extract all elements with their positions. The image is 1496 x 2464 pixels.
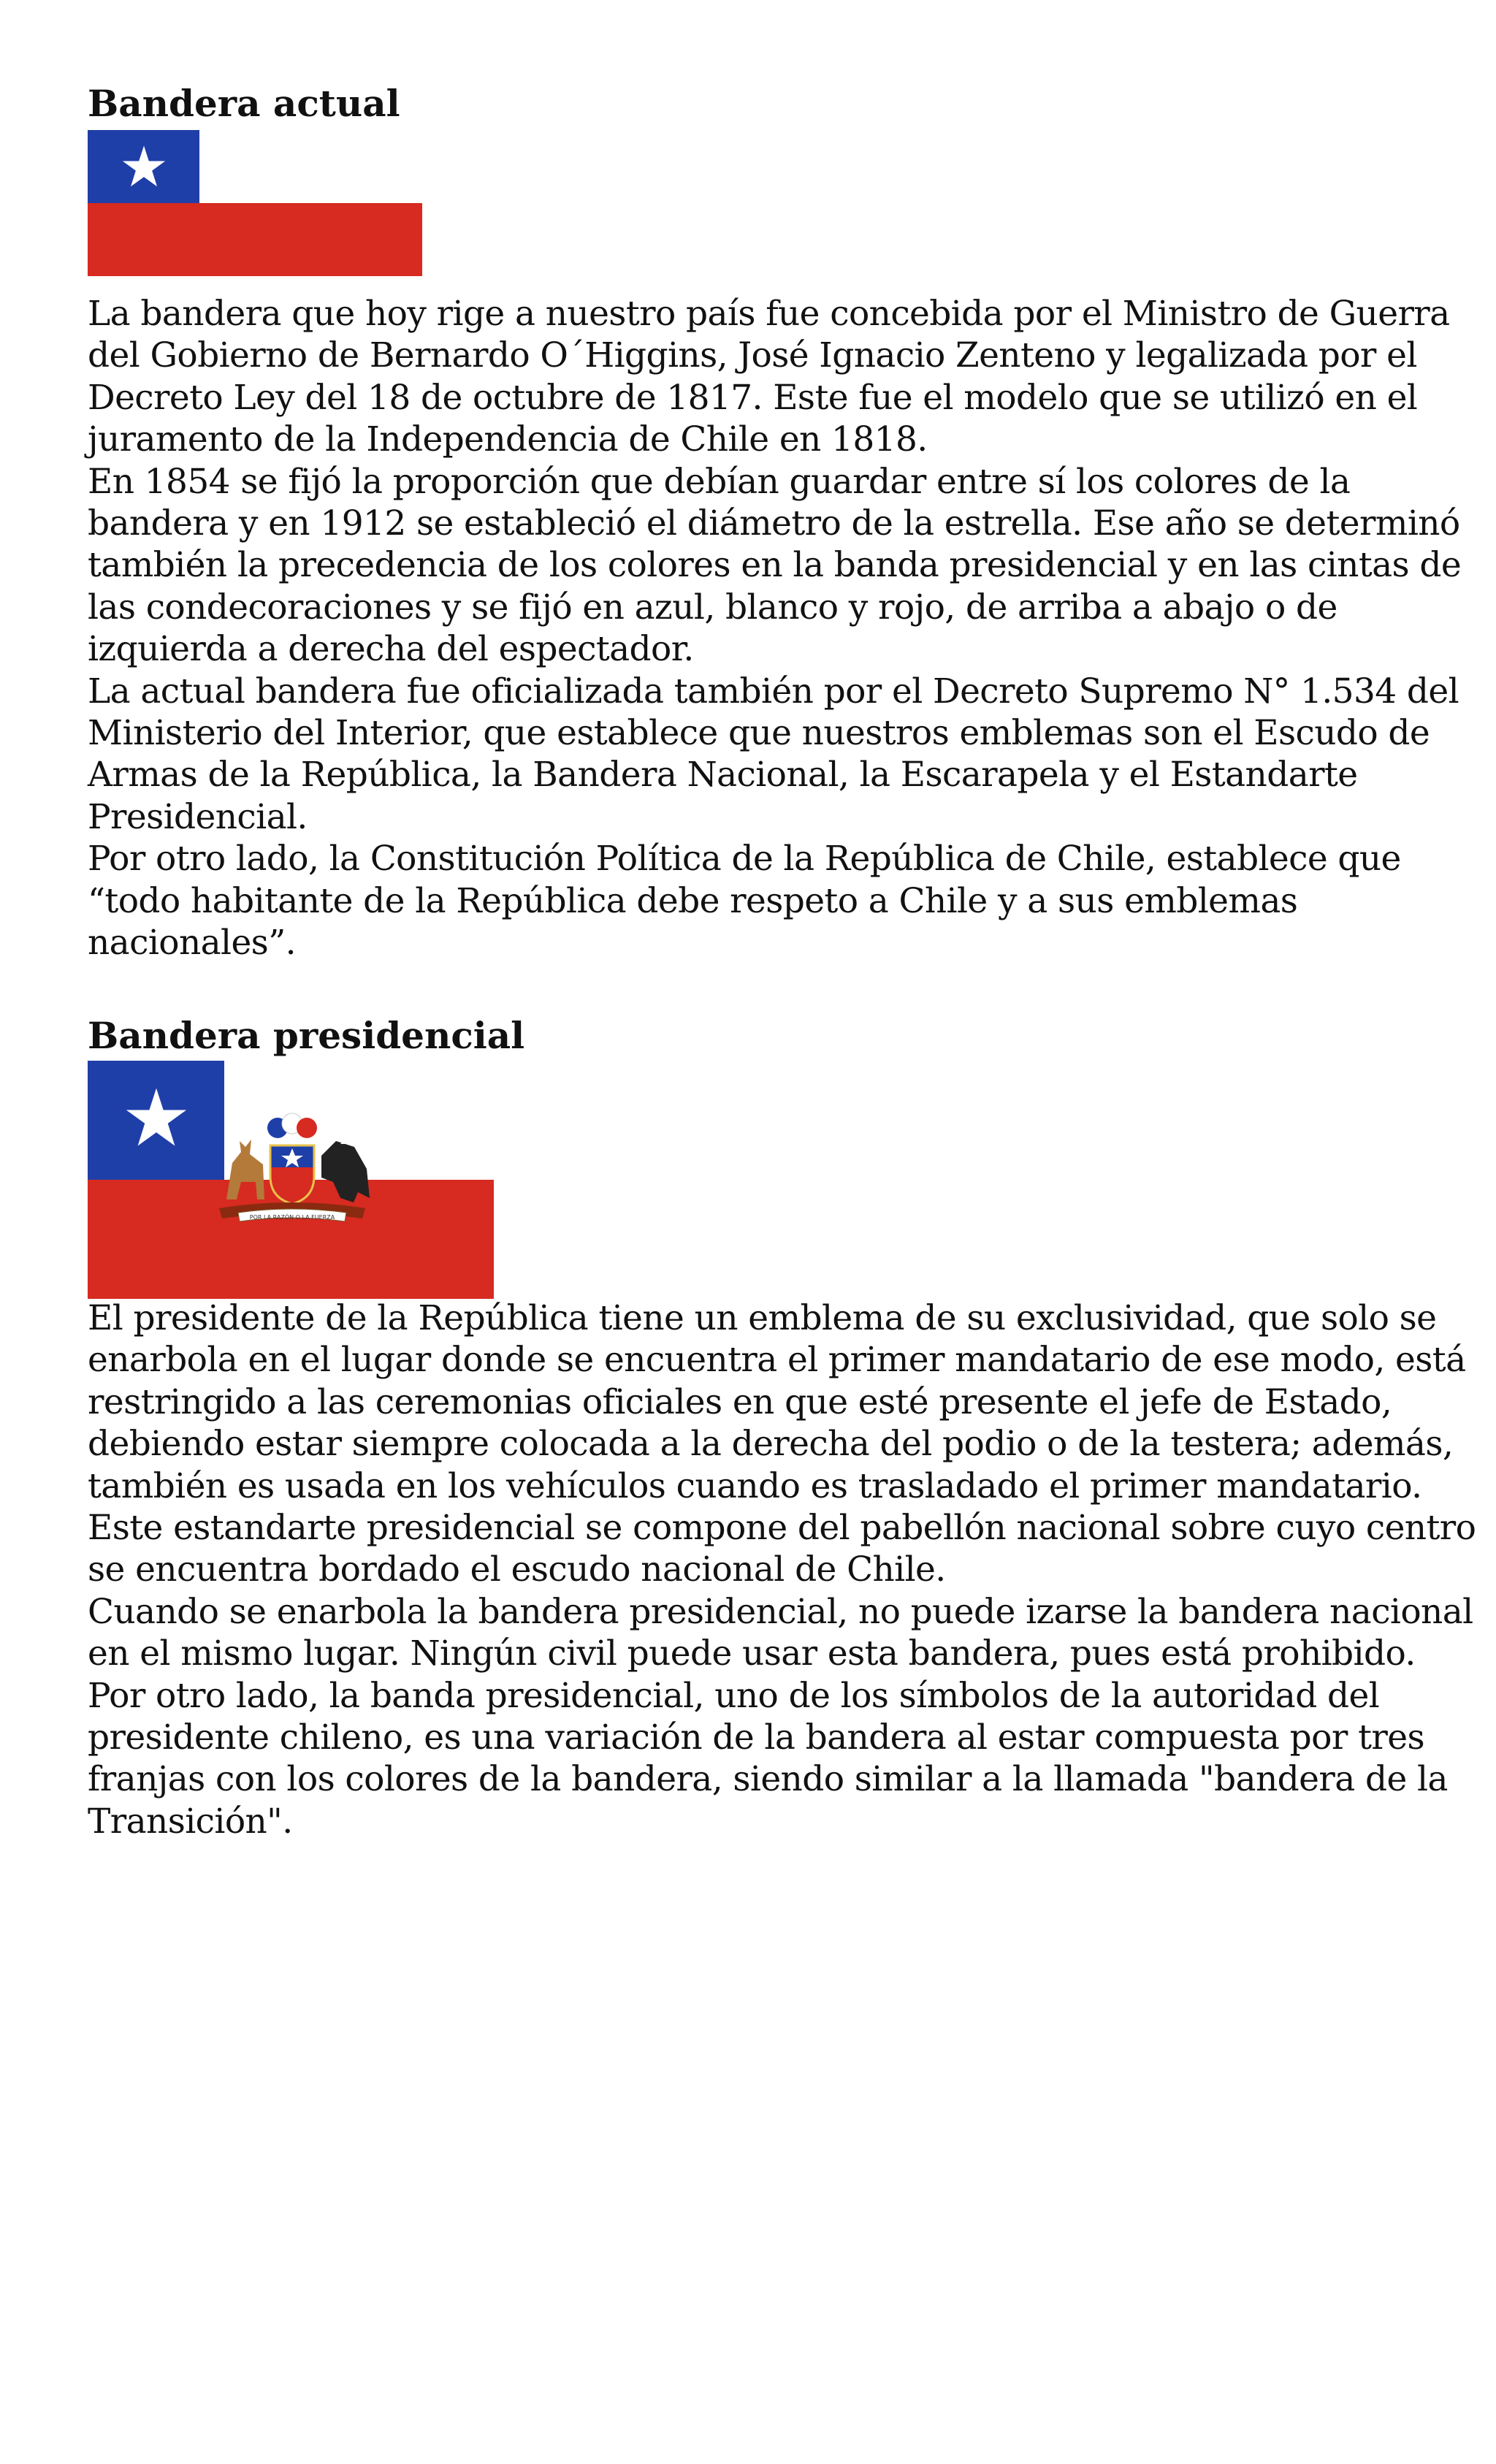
star-icon bbox=[121, 145, 167, 188]
paragraph-line: Armas de la República, la Bandera Nacional, la Escarapela y el Estandarte bbox=[88, 755, 1358, 796]
presidential-flag-image bbox=[88, 1061, 494, 1299]
paragraph-line: también la precedencia de los colores en la banda presidencial y en las cintas de bbox=[88, 545, 1462, 586]
paragraph-line: juramento de la Independencia de Chile en 1818. bbox=[88, 419, 928, 460]
paragraph-line: enarbola en el lugar donde se encuentra el primer mandatario de ese modo, está bbox=[88, 1340, 1466, 1381]
paragraph-line: en el mismo lugar. Ningún civil puede usar esta bandera, pues está prohibido. bbox=[88, 1633, 1416, 1674]
paragraph-line: las condecoraciones y se fijó en azul, blanco y rojo, de arriba a abajo o de bbox=[88, 587, 1337, 628]
paragraph-line: Este estandarte presidencial se compone del pabellón nacional sobre cuyo centro bbox=[88, 1508, 1476, 1549]
paragraph-line: nacionales”. bbox=[88, 923, 296, 964]
paragraph-line: Ministerio del Interior, que establece que nuestros emblemas son el Escudo de bbox=[88, 713, 1430, 754]
paragraph-line: franjas con los colores de la bandera, siendo similar a la llamada "bandera de la bbox=[88, 1759, 1448, 1800]
paragraph-line: Cuando se enarbola la bandera presidencial, no puede izarse la bandera nacional bbox=[88, 1591, 1473, 1632]
star-icon bbox=[124, 1087, 188, 1148]
paragraph-line: presidente chileno, es una variación de la bandera al estar compuesta por tres bbox=[88, 1717, 1424, 1758]
paragraph-line: Transición". bbox=[88, 1801, 293, 1842]
paragraph-line: “todo habitante de la República debe respeto a Chile y a sus emblemas bbox=[88, 880, 1298, 921]
paragraph-line: Decreto Ley del 18 de octubre de 1817. Este fue el modelo que se utilizó en el bbox=[88, 377, 1418, 418]
paragraph-line: del Gobierno de Bernardo O´Higgins, José Ignacio Zenteno y legalizada por el bbox=[88, 335, 1417, 376]
paragraph-line: debiendo estar siempre colocada a la derecha del podio o de la testera; además, bbox=[88, 1424, 1454, 1465]
heading-bandera-presidencial: Bandera presidencial bbox=[88, 1014, 525, 1057]
paragraph-line: La bandera que hoy rige a nuestro país fue concebida por el Ministro de Guerra bbox=[88, 294, 1450, 334]
paragraph-line: Por otro lado, la banda presidencial, uno de los símbolos de la autoridad del bbox=[88, 1675, 1380, 1716]
paragraph-line: El presidente de la República tiene un emblema de su exclusividad, que solo se bbox=[88, 1298, 1437, 1338]
paragraph-line: Presidencial. bbox=[88, 796, 308, 837]
paragraph-line: bandera y en 1912 se estableció el diámetro de la estrella. Ese año se determinó bbox=[88, 503, 1460, 544]
chile-flag-image bbox=[88, 130, 422, 276]
heading-bandera-actual: Bandera actual bbox=[88, 82, 400, 125]
coat-of-arms-icon bbox=[197, 1112, 387, 1236]
paragraph-line: Por otro lado, la Constitución Política de la República de Chile, establece que bbox=[88, 839, 1401, 880]
paragraph-line: izquierda a derecha del espectador. bbox=[88, 629, 694, 670]
paragraph-line: restringido a las ceremonias oficiales en que esté presente el jefe de Estado, bbox=[88, 1381, 1392, 1422]
section1-body bbox=[88, 293, 1462, 964]
section2-body bbox=[88, 1297, 1476, 1842]
paragraph-line: En 1854 se fijó la proporción que debían guardar entre sí los colores de la bbox=[88, 461, 1351, 502]
paragraph-line: se encuentra bordado el escudo nacional de Chile. bbox=[88, 1549, 946, 1590]
paragraph-line: también es usada en los vehículos cuando es trasladado el primer mandatario. bbox=[88, 1465, 1422, 1506]
paragraph-line: La actual bandera fue oficializada también por el Decreto Supremo N° 1.534 del bbox=[88, 671, 1459, 712]
svg-text:POR LA RAZÓN O LA FUERZA: POR LA RAZÓN O LA FUERZA bbox=[249, 1214, 335, 1221]
